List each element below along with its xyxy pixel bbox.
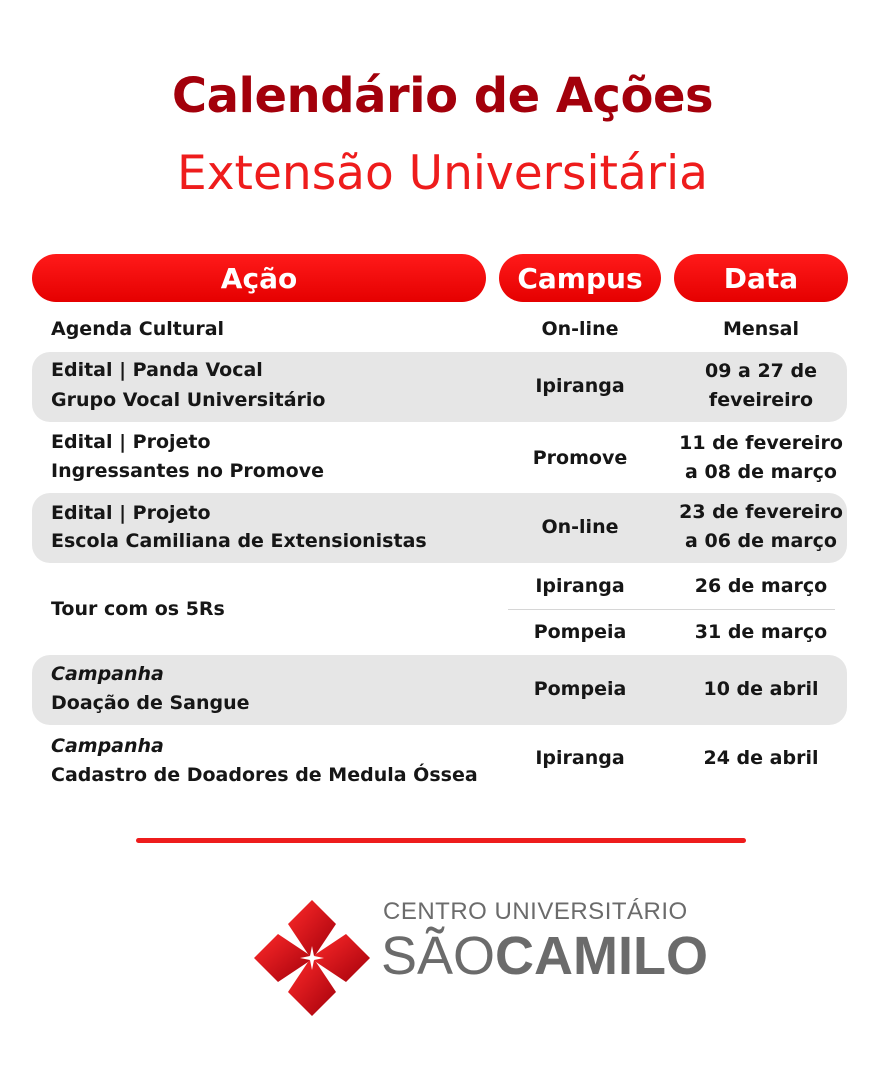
date-cell: 31 de março xyxy=(694,621,828,643)
date-cell-line2: feveireiro xyxy=(708,389,814,411)
action-cell: Agenda Cultural xyxy=(51,318,225,340)
logo-wordmark-light: SÃO xyxy=(381,926,496,986)
action-cell: Tour com os 5Rs xyxy=(51,598,225,620)
campus-cell: On-line xyxy=(541,318,619,340)
date-cell: 10 de abril xyxy=(703,678,819,700)
date-cell: Mensal xyxy=(723,318,799,340)
sao-camilo-logo-icon xyxy=(254,900,370,1016)
header-campus: Campus xyxy=(499,254,661,302)
action-cell-line2: Doação de Sangue xyxy=(51,692,250,714)
campus-cell: Pompeia xyxy=(533,678,627,700)
action-cell-line2: Ingressantes no Promove xyxy=(51,460,324,482)
date-cell-line1: 23 de fevereiro xyxy=(679,501,843,523)
action-cell-line2: Escola Camiliana de Extensionistas xyxy=(51,530,427,552)
row-divider xyxy=(508,609,835,610)
logo-top-text: CENTRO UNIVERSITÁRIO xyxy=(383,898,688,925)
header-data: Data xyxy=(674,254,848,302)
campus-cell: Pompeia xyxy=(533,621,627,643)
date-cell-line1: 11 de fevereiro xyxy=(679,432,843,454)
divider-line xyxy=(136,838,746,843)
logo-wordmark xyxy=(381,926,708,986)
logo-wordmark-bold: CAMILO xyxy=(495,926,709,986)
header-acao: Ação xyxy=(32,254,486,302)
date-cell-line2: a 08 de março xyxy=(685,461,837,483)
page-title: Calendário de Ações xyxy=(171,68,714,124)
date-cell-line1: 09 a 27 de xyxy=(704,360,818,382)
campus-cell: Ipiranga xyxy=(535,575,625,597)
campus-cell: Ipiranga xyxy=(535,375,625,397)
campus-cell: Promove xyxy=(532,447,628,469)
action-cell-line2: Cadastro de Doadores de Medula Óssea xyxy=(51,764,478,786)
campus-cell: On-line xyxy=(541,516,619,538)
action-cell-line1: Campanha xyxy=(51,735,164,757)
action-cell-line1: Edital | Panda Vocal xyxy=(51,359,263,381)
page-subtitle: Extensão Universitária xyxy=(177,146,708,201)
date-cell: 26 de março xyxy=(694,575,828,597)
date-cell: 24 de abril xyxy=(703,747,819,769)
action-cell-line1: Edital | Projeto xyxy=(51,431,211,453)
action-cell-line2: Grupo Vocal Universitário xyxy=(51,389,326,411)
action-cell-line1: Campanha xyxy=(51,663,164,685)
date-cell-line2: a 06 de março xyxy=(685,530,837,552)
action-cell-line1: Edital | Projeto xyxy=(51,502,211,524)
campus-cell: Ipiranga xyxy=(535,747,625,769)
